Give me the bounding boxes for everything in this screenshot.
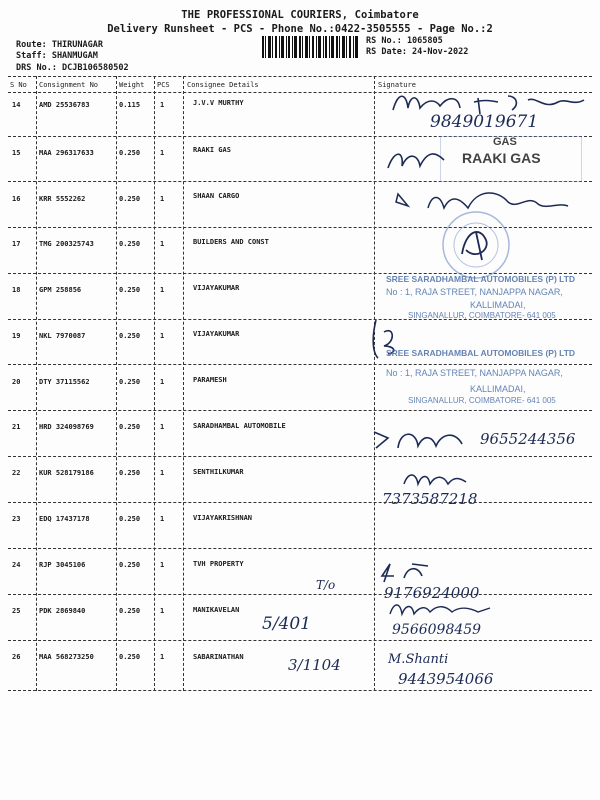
row-consignment: AMD 25536783 (39, 101, 90, 109)
row-pcs: 1 (160, 607, 165, 615)
row-consignee: MANIKAVELAN (193, 606, 240, 614)
row-consignment: MAA 296317633 (39, 149, 94, 157)
row-consignment: RJP 3045106 (39, 561, 86, 569)
row-weight: 0.250 (119, 286, 141, 294)
row-consignee: VIJAYAKUMAR (193, 284, 240, 292)
row-pcs: 1 (160, 240, 165, 248)
row-consignment: DTY 37115562 (39, 378, 90, 386)
row-sno: 22 (12, 469, 21, 477)
row-consignment: HRD 324098769 (39, 423, 94, 431)
col-divider (116, 76, 117, 691)
row-pcs: 1 (160, 101, 165, 109)
row-consignee: J.V.V MURTHY (193, 99, 244, 107)
row-sno: 15 (12, 149, 21, 157)
rs-date: RS Date: 24-Nov-2022 (366, 47, 469, 57)
row-weight: 0.250 (119, 378, 141, 386)
raaki-stamp-line1: GAS (493, 136, 517, 148)
row-rule (8, 640, 592, 641)
handwritten-phone: 9849019671 (430, 112, 539, 132)
handwritten-phone: 7373587218 (382, 490, 478, 508)
col-divider (154, 76, 155, 691)
row-consignee: SABARINATHAN (193, 653, 244, 661)
row-sno: 25 (12, 607, 21, 615)
row-sno: 20 (12, 378, 21, 386)
col-header-signature: Signature (378, 81, 416, 89)
row-pcs: 1 (160, 653, 165, 661)
handwritten-phone: 9655244356 (480, 430, 576, 448)
handwritten-phone: 9566098459 (392, 622, 482, 638)
col-header-sno: S No (10, 81, 27, 89)
row-weight: 0.250 (119, 195, 141, 203)
staff-label: Staff: SHANMUGAM (16, 51, 98, 61)
signature-scribble-row24 (378, 560, 438, 586)
stamp-a-line1: SREE SARADHAMBAL AUTOMOBILES (P) LTD (386, 274, 576, 284)
stamp-b-line4: SINGANALLUR, COIMBATORE- 641 005 (408, 396, 556, 405)
row-consignee: VIJAYAKRISHNAN (193, 514, 253, 522)
rs-number: RS No.: 1065805 (366, 36, 443, 46)
handwritten-phone: 9176924000 (384, 584, 480, 602)
row-rule (8, 410, 592, 411)
row-pcs: 1 (160, 469, 165, 477)
row-weight: 0.250 (119, 423, 141, 431)
row-weight: 0.250 (119, 469, 141, 477)
col-header-consignee: Consignee Details (187, 81, 259, 89)
row-pcs: 1 (160, 332, 165, 340)
handwritten-name: M.Shanti (388, 652, 449, 667)
col-header-pcs: PCS (157, 81, 170, 89)
col-divider (36, 76, 37, 691)
row-sno: 14 (12, 101, 21, 109)
row-rule (8, 548, 592, 549)
row-consignment: PDK 2869840 (39, 607, 86, 615)
row-pcs: 1 (160, 378, 165, 386)
row-weight: 0.115 (119, 101, 141, 109)
row-consignee: BUILDERS AND CONST (193, 238, 269, 246)
stamp-a-line3: KALLIMADAI, (470, 300, 526, 310)
row-consignee: RAAKI GAS (193, 146, 231, 154)
stamp-a-line2: No : 1, RAJA STREET, NANJAPPA NAGAR, (386, 287, 563, 297)
col-divider (374, 76, 375, 691)
barcode (262, 36, 358, 58)
row-weight: 0.250 (119, 149, 141, 157)
row-rule (8, 456, 592, 457)
row-sno: 16 (12, 195, 21, 203)
row-pcs: 1 (160, 286, 165, 294)
row-sno: 26 (12, 653, 21, 661)
row-consignee: TVH PROPERTY (193, 560, 244, 568)
row-rule (8, 594, 592, 595)
row-weight: 0.250 (119, 332, 141, 340)
row-sno: 21 (12, 423, 21, 431)
table-bottom-rule (8, 690, 592, 691)
runsheet-subtitle: Delivery Runsheet - PCS - Phone No.:0422-3505555 - Page No.:2 (107, 23, 493, 35)
row-sno: 24 (12, 561, 21, 569)
row-rule (8, 364, 592, 365)
row-weight: 0.250 (119, 561, 141, 569)
handwritten-note: T/o (316, 578, 336, 592)
row-pcs: 1 (160, 149, 165, 157)
row-consignee: SHAAN CARGO (193, 192, 240, 200)
col-header-consignment: Consignment No (39, 81, 99, 89)
stamp-b-line3: KALLIMADAI, (470, 384, 526, 394)
row-consignee: SARADHAMBAL AUTOMOBILE (193, 422, 286, 430)
row-consignment: GPM 258856 (39, 286, 82, 294)
handwritten-reference: 5/401 (262, 614, 311, 634)
stamp-b-line1: SREE SARADHAMBAL AUTOMOBILES (P) LTD (386, 348, 576, 358)
row-weight: 0.250 (119, 653, 141, 661)
signature-scribble-row25 (386, 598, 496, 620)
company-seal (436, 210, 516, 280)
handwritten-phone: 9443954066 (398, 670, 494, 688)
row-weight: 0.250 (119, 607, 141, 615)
route-label: Route: THIRUNAGAR (16, 40, 103, 50)
row-consignment: KRR 5552262 (39, 195, 86, 203)
row-consignment: KUR 528179186 (39, 469, 94, 477)
row-pcs: 1 (160, 423, 165, 431)
table-top-rule (8, 76, 592, 77)
stamp-b-line2: No : 1, RAJA STREET, NANJAPPA NAGAR, (386, 368, 563, 378)
signature-scribble-row15 (384, 140, 454, 180)
handwritten-reference: 3/1104 (288, 656, 341, 674)
signature-scribble-row22 (400, 468, 470, 490)
row-rule (8, 502, 592, 503)
row-consignee: SENTHILKUMAR (193, 468, 244, 476)
row-sno: 19 (12, 332, 21, 340)
drs-number: DRS No.: DCJB106580502 (16, 63, 129, 73)
row-consignment: EDQ 17437178 (39, 515, 90, 523)
row-weight: 0.250 (119, 240, 141, 248)
row-pcs: 1 (160, 195, 165, 203)
col-header-weight: Weight (119, 81, 145, 89)
col-divider (183, 76, 184, 691)
row-consignment: TMG 200325743 (39, 240, 94, 248)
row-weight: 0.250 (119, 515, 141, 523)
row-pcs: 1 (160, 561, 165, 569)
raaki-stamp-line2: RAAKI GAS (462, 150, 541, 166)
company-title: THE PROFESSIONAL COURIERS, Coimbatore (181, 9, 419, 21)
row-consignee: VIJAYAKUMAR (193, 330, 240, 338)
row-sno: 17 (12, 240, 21, 248)
row-sno: 23 (12, 515, 21, 523)
row-consignee: PARAMESH (193, 376, 227, 384)
row-consignment: MAA 568273250 (39, 653, 94, 661)
row-sno: 18 (12, 286, 21, 294)
stamp-a-line4: SINGANALLUR, COIMBATORE- 641 005 (408, 311, 556, 320)
signature-scribble-row21 (370, 424, 470, 460)
row-pcs: 1 (160, 515, 165, 523)
row-consignment: NKL 7970087 (39, 332, 86, 340)
